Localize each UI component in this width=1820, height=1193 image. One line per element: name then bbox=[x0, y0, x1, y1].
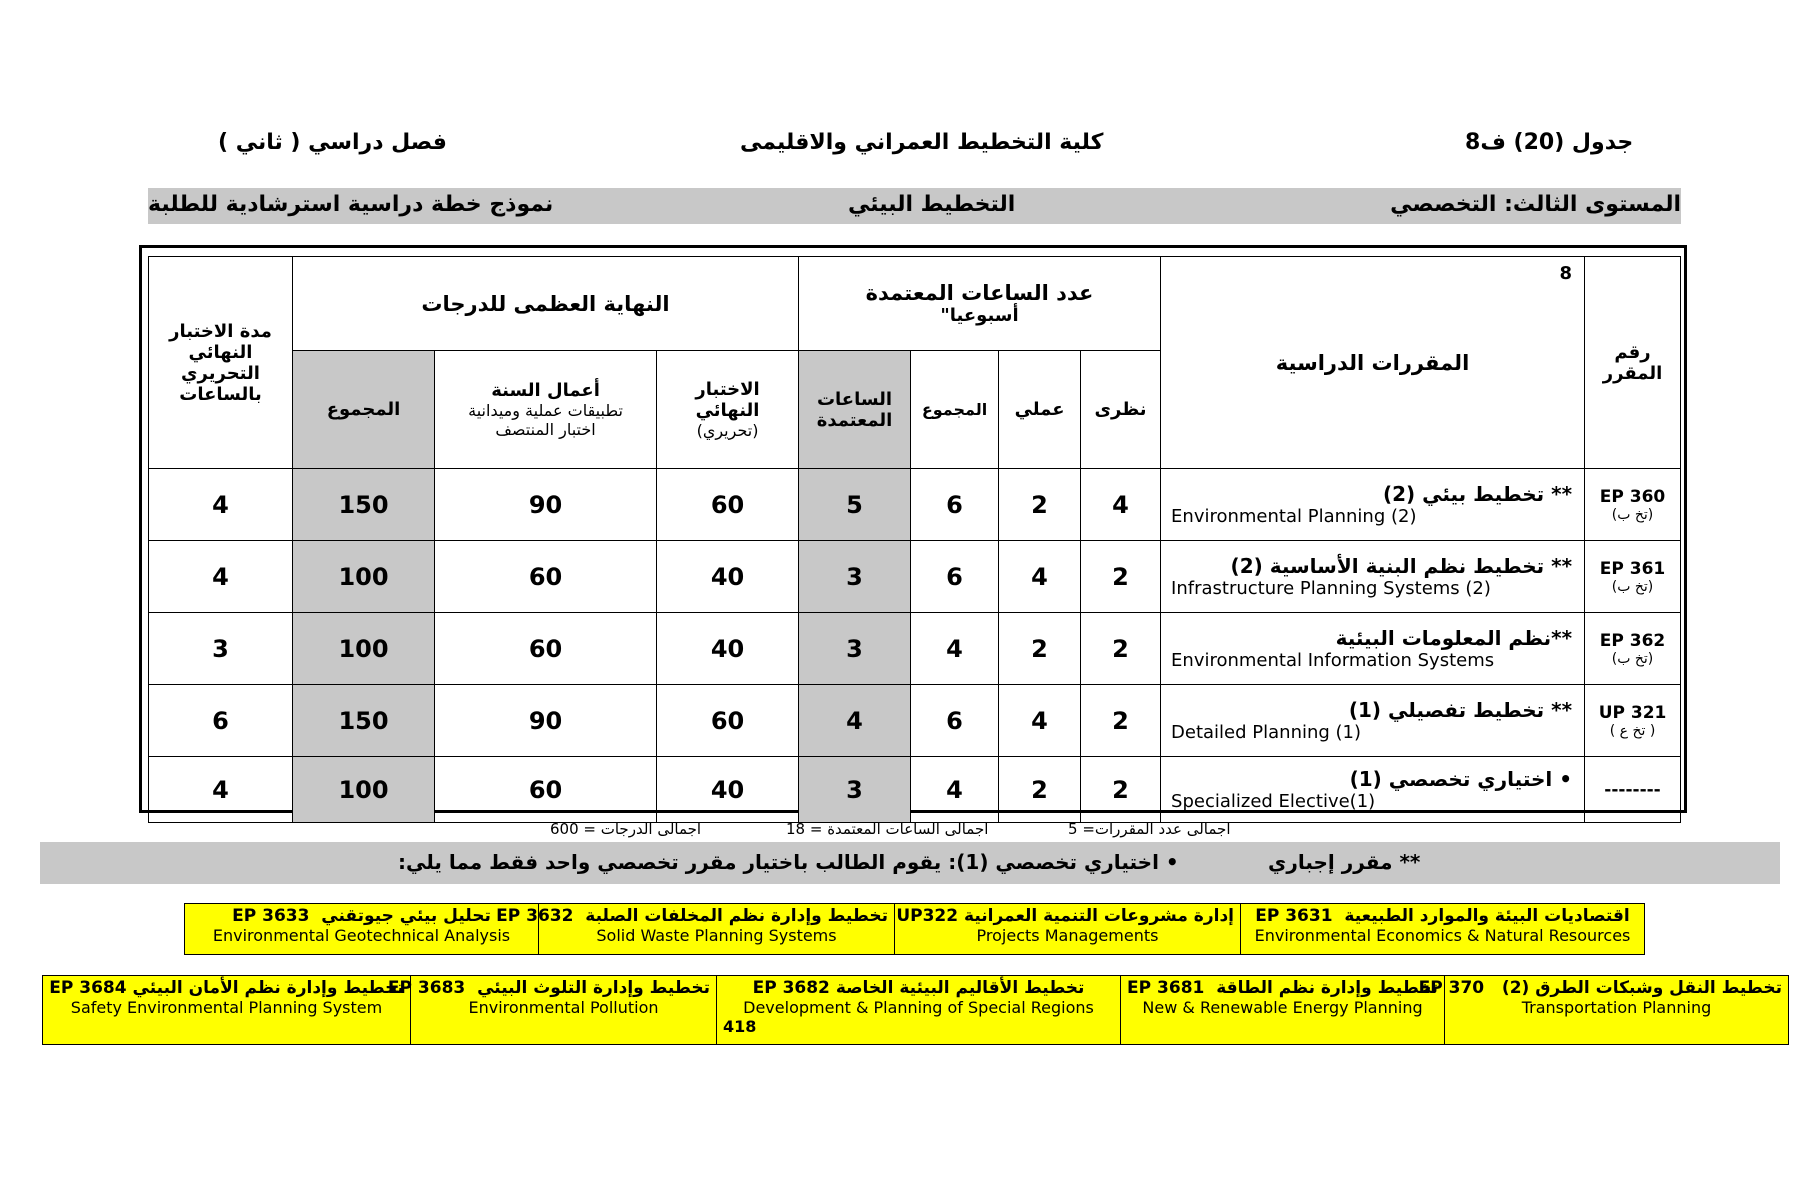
final-cell: 60 bbox=[657, 469, 799, 541]
course-code: UP 321 bbox=[1598, 702, 1667, 723]
table-row bbox=[149, 469, 1681, 541]
course-code-cell bbox=[1585, 757, 1681, 823]
grades-group-header: النهاية العظمى للدرجات bbox=[293, 257, 799, 351]
course-name-cell bbox=[1161, 541, 1585, 613]
coursework-cell: 60 bbox=[435, 613, 657, 685]
course-name-en: Infrastructure Planning Systems (2) bbox=[1171, 578, 1491, 599]
credit-cell: 4 bbox=[799, 685, 911, 757]
hours-total-cell: 6 bbox=[911, 685, 999, 757]
elective-en: Development & Planning of Special Regions bbox=[743, 998, 1094, 1017]
credit-cell: 3 bbox=[799, 757, 911, 823]
course-name-en: Environmental Planning (2) bbox=[1171, 506, 1417, 527]
elective-option bbox=[717, 976, 1121, 1045]
program-label: التخطيط البيئي bbox=[848, 192, 1016, 217]
elective-title: تخطيط النقل وشبكات الطرق (2) EP 370 bbox=[1418, 978, 1782, 998]
semester-number: 8 bbox=[1559, 263, 1573, 284]
college-name: كلية التخطيط العمراني والاقليمى bbox=[740, 130, 1104, 155]
elective-title: تخطيط وإدارة نظم المخلفات الصلبة EP 3632 bbox=[496, 906, 888, 926]
legend-band bbox=[40, 842, 1780, 884]
elective-option bbox=[1241, 904, 1645, 955]
final-exam-label: الاختبار النهائي bbox=[695, 379, 760, 421]
total-hours: اجمالى الساعات المعتمدة = 18 bbox=[786, 820, 989, 838]
code-header: رقم المقرر bbox=[1585, 257, 1681, 469]
hours-total-cell: 6 bbox=[911, 469, 999, 541]
level-band bbox=[148, 188, 1681, 224]
table-label: جدول (20) ف8 bbox=[1465, 130, 1634, 155]
theory-cell: 2 bbox=[1081, 685, 1161, 757]
hours-sub-label: أسبوعيا" bbox=[940, 305, 1019, 326]
course-code: EP 361 bbox=[1599, 558, 1666, 579]
practical-cell: 4 bbox=[999, 685, 1081, 757]
course-name-cell bbox=[1161, 685, 1585, 757]
elective-title: تخطيط وإدارة التلوث البيئي EP 3683 bbox=[387, 978, 710, 998]
course-code-cell bbox=[1585, 685, 1681, 757]
practical-header: عملي bbox=[999, 351, 1081, 469]
elective-option bbox=[387, 976, 717, 1045]
exam-duration-header: مدة الاختبار النهائي التحريري بالساعات bbox=[149, 257, 293, 469]
elective-option bbox=[1121, 976, 1445, 1045]
credit-hours-header: الساعات المعتمدة bbox=[799, 351, 911, 469]
elective-en: Environmental Pollution bbox=[468, 998, 659, 1017]
elective-option bbox=[185, 904, 539, 955]
elective-option bbox=[1418, 976, 1789, 1045]
duration-cell: 4 bbox=[149, 469, 293, 541]
credit-cell: 3 bbox=[799, 541, 911, 613]
table-row bbox=[149, 613, 1681, 685]
elective-extra: 418 bbox=[723, 1017, 757, 1036]
elective-legend: • اختياري تخصصي (1): يقوم الطالب باختيار مقرر تخصصي واحد فقط مما يلي: bbox=[398, 850, 1179, 874]
theory-cell: 2 bbox=[1081, 613, 1161, 685]
elective-title: تخطيط وإدارة نظم الأمان البيئي EP 3684 bbox=[49, 978, 404, 998]
hours-group-label: عدد الساعات المعتمدة bbox=[865, 281, 1094, 305]
grades-sum-cell: 100 bbox=[293, 613, 435, 685]
courses-header-label: المقررات الدراسية bbox=[1275, 350, 1470, 375]
table-row bbox=[149, 757, 1681, 823]
total-courses: اجمالى عدد المقررات= 5 bbox=[1068, 820, 1231, 838]
duration-cell: 3 bbox=[149, 613, 293, 685]
final-cell: 60 bbox=[657, 685, 799, 757]
practical-cell: 2 bbox=[999, 469, 1081, 541]
duration-cell: 6 bbox=[149, 685, 293, 757]
mandatory-mark: ** bbox=[1551, 626, 1573, 650]
hours-total-header: المجموع bbox=[911, 351, 999, 469]
total-grades: اجمالى الدرجات = 600 bbox=[550, 820, 702, 838]
final-cell: 40 bbox=[657, 541, 799, 613]
course-name-ar: • اختياري تخصصي (1) bbox=[1349, 767, 1573, 791]
course-name-en: Detailed Planning (1) bbox=[1171, 722, 1362, 743]
hours-group-header bbox=[799, 257, 1161, 351]
hours-total-cell: 6 bbox=[911, 541, 999, 613]
duration-cell: 4 bbox=[149, 757, 293, 823]
elective-en: Environmental Geotechnical Analysis bbox=[212, 926, 511, 945]
coursework-cell: 60 bbox=[435, 541, 657, 613]
elective-title: تحليل بيئي جيوتقني EP 3633 bbox=[232, 906, 491, 926]
grades-sum-cell: 100 bbox=[293, 757, 435, 823]
practical-cell: 2 bbox=[999, 757, 1081, 823]
practical-cell: 4 bbox=[999, 541, 1081, 613]
course-name-ar: ** تخطيط تفصيلي (1) bbox=[1348, 698, 1573, 722]
course-name-en: Specialized Elective(1) bbox=[1171, 791, 1376, 812]
elective-mark: • bbox=[1559, 767, 1573, 791]
course-name-ar: **نظم المعلومات البيئية bbox=[1335, 626, 1573, 650]
course-name-ar: ** تخطيط نظم البنية الأساسية (2) bbox=[1230, 554, 1573, 578]
elective-en: Safety Environmental Planning System bbox=[70, 998, 383, 1017]
credit-cell: 3 bbox=[799, 613, 911, 685]
course-name-en: Environmental Information Systems bbox=[1171, 650, 1495, 671]
final-cell: 40 bbox=[657, 757, 799, 823]
table-row bbox=[149, 541, 1681, 613]
semester-label: فصل دراسي ( ثاني ) bbox=[218, 130, 447, 155]
coursework-cell: 90 bbox=[435, 469, 657, 541]
course-dept: (تخ ب) bbox=[1611, 506, 1654, 523]
final-cell: 40 bbox=[657, 613, 799, 685]
hours-total-cell: 4 bbox=[911, 613, 999, 685]
theory-cell: 2 bbox=[1081, 757, 1161, 823]
elective-title: إدارة مشروعات التنمية العمرانية UP322 bbox=[896, 906, 1234, 926]
hours-total-cell: 4 bbox=[911, 757, 999, 823]
elective-title: تخطيط الأقاليم البيئية الخاصة EP 3682 bbox=[752, 978, 1085, 998]
coursework-cell: 90 bbox=[435, 685, 657, 757]
elective-en: Environmental Economics & Natural Resources bbox=[1254, 926, 1631, 945]
elective-option bbox=[895, 904, 1241, 955]
final-exam-header bbox=[657, 351, 799, 469]
course-name-cell bbox=[1161, 757, 1585, 823]
coursework-sub2: اختبار المنتصف bbox=[495, 420, 596, 439]
elective-en: Transportation Planning bbox=[1521, 998, 1712, 1017]
grades-sum-cell: 100 bbox=[293, 541, 435, 613]
credit-cell: 5 bbox=[799, 469, 911, 541]
course-dept: (تخ ب) bbox=[1611, 578, 1654, 595]
mandatory-mark: ** bbox=[1551, 698, 1573, 722]
mandatory-legend: ** مقرر إجباري bbox=[1268, 850, 1421, 874]
course-code: EP 362 bbox=[1599, 630, 1666, 651]
elective-en: Projects Managements bbox=[976, 926, 1159, 945]
course-dept: (تخ ب) bbox=[1611, 650, 1654, 667]
grades-sum-cell: 150 bbox=[293, 469, 435, 541]
coursework-label: أعمال السنة bbox=[491, 380, 600, 401]
course-dept: ( تخ ع ) bbox=[1609, 722, 1656, 739]
elective-en: New & Renewable Energy Planning bbox=[1142, 998, 1423, 1017]
grades-total-header: المجموع bbox=[293, 351, 435, 469]
course-code: -------- bbox=[1604, 779, 1661, 800]
plan-note: نموذج خطة دراسية استرشادية للطلبة bbox=[148, 192, 554, 217]
course-code-cell bbox=[1585, 469, 1681, 541]
courses-header bbox=[1161, 257, 1585, 469]
theory-cell: 4 bbox=[1081, 469, 1161, 541]
grades-sum-cell: 150 bbox=[293, 685, 435, 757]
course-name-cell bbox=[1161, 469, 1585, 541]
courses-table bbox=[148, 256, 1681, 823]
course-code-cell bbox=[1585, 541, 1681, 613]
course-code-cell bbox=[1585, 613, 1681, 685]
mandatory-mark: ** bbox=[1551, 554, 1573, 578]
elective-title: اقتصاديات البيئة والموارد الطبيعية EP 3631 bbox=[1255, 906, 1630, 926]
elective-option bbox=[496, 904, 895, 955]
course-name-cell bbox=[1161, 613, 1585, 685]
theory-cell: 2 bbox=[1081, 541, 1161, 613]
elective-option bbox=[43, 976, 411, 1045]
table-row bbox=[149, 685, 1681, 757]
electives-table-2 bbox=[42, 975, 1789, 1045]
electives-table-1 bbox=[184, 903, 1645, 955]
practical-cell: 2 bbox=[999, 613, 1081, 685]
course-name-ar: ** تخطيط بيئي (2) bbox=[1382, 482, 1573, 506]
theory-header: نظرى bbox=[1081, 351, 1161, 469]
course-code: EP 360 bbox=[1599, 486, 1666, 507]
final-exam-sub: (تحريري) bbox=[696, 421, 759, 440]
coursework-header bbox=[435, 351, 657, 469]
coursework-sub1: تطبيقات عملية وميدانية bbox=[468, 401, 623, 420]
elective-title: تخطيط وإدارة نظم الطاقة EP 3681 bbox=[1127, 978, 1438, 998]
elective-en: Solid Waste Planning Systems bbox=[596, 926, 837, 945]
coursework-cell: 60 bbox=[435, 757, 657, 823]
duration-cell: 4 bbox=[149, 541, 293, 613]
level-label: المستوى الثالث: التخصصي bbox=[1390, 192, 1681, 217]
mandatory-mark: ** bbox=[1551, 482, 1573, 506]
